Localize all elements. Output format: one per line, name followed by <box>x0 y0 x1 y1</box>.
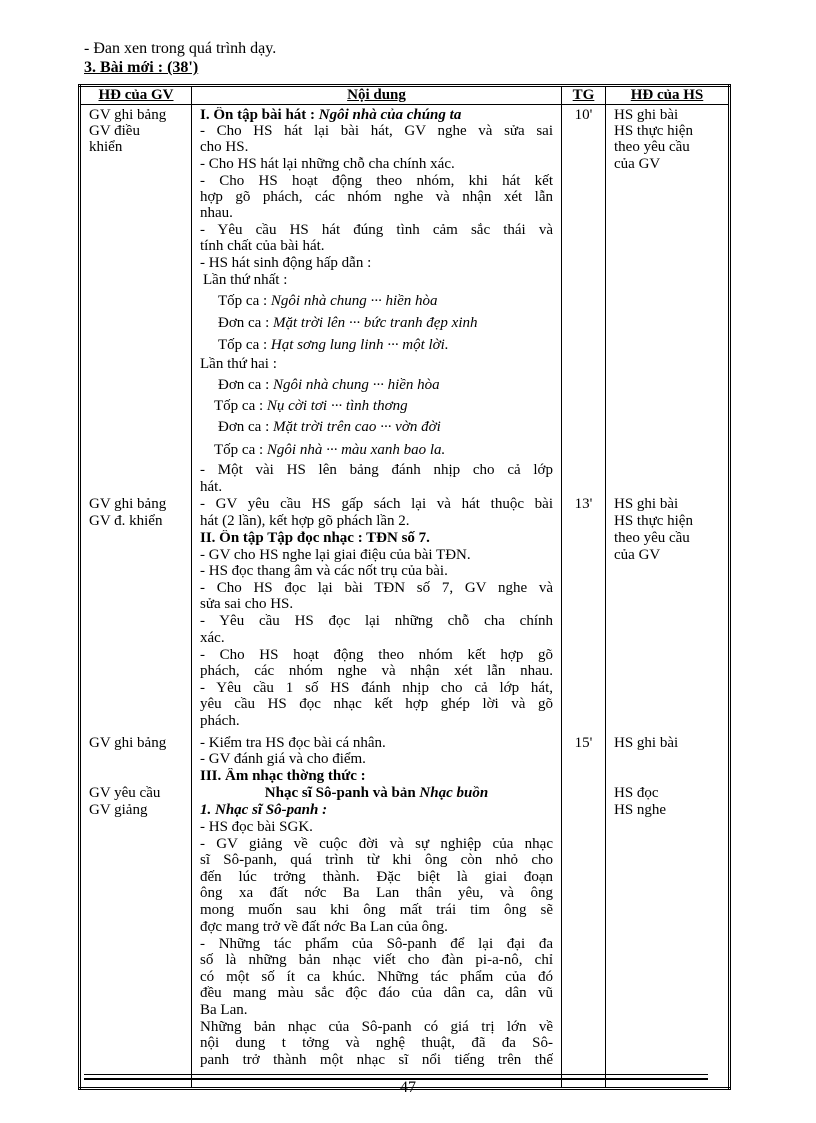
content-line: mong muốn sau khi ông mất trái tim ông sẽ <box>200 902 553 918</box>
content-line: sĩ Sô-panh, quá trình từ khi ông còn nhỏ cho <box>200 852 553 868</box>
header-content: Nội dung <box>192 86 562 105</box>
gv-text: GV điều <box>89 123 140 139</box>
gv-text: GV đ. khiển <box>89 513 163 529</box>
gv-text: GV ghi bảng <box>89 107 167 123</box>
header-gv: HĐ của GV <box>80 86 192 105</box>
time-value: 15' <box>574 735 593 751</box>
content-line: ông xa đất nớc Ba Lan thân yêu, và ông <box>200 885 553 901</box>
song-part: Tốp ca : Hạt sơng lung linh ··· một lời. <box>218 337 449 353</box>
song-part: Tốp ca : Ngôi nhà chung ··· hiền hòa <box>218 293 438 309</box>
hs-text: HS thực hiện <box>614 123 693 139</box>
hs-text: HS ghi bài <box>614 735 679 751</box>
gv-text: GV yêu cầu <box>89 785 161 801</box>
hs-text: HS thực hiện <box>614 513 693 529</box>
hs-text: của GV <box>614 547 661 563</box>
song-part: Đơn ca : Mặt trời trên cao ··· vờn đời <box>218 419 441 435</box>
content-line: hát (2 lần), kết hợp gõ phách lần 2. <box>200 513 410 529</box>
hs-text: theo yêu cầu <box>614 530 690 546</box>
page-number: 47 <box>400 1079 416 1096</box>
content-line: yêu cầu HS đọc nhạc kết hợp ghép lời và gõ <box>200 696 553 712</box>
content-line: - Cho HS hát lại những chỗ cha chính xác. <box>200 156 455 172</box>
content-line: đợc mang trở về đất nớc Ba Lan của ông. <box>200 919 448 935</box>
content-line: - Yêu cầu HS hát đúng tình cảm sắc thái và <box>200 222 553 238</box>
song-part: Đơn ca : Mặt trời lên ··· bức tranh đẹp xinh <box>218 315 478 331</box>
content-line: - Cho HS đọc lại bài TĐN số 7, GV nghe và <box>200 580 553 596</box>
song-part: Tốp ca : Nụ cời tơi ··· tình thơng <box>214 398 408 414</box>
content-line: - Yêu cầu HS đọc lại những chỗ cha chính <box>200 613 553 629</box>
content-line: - HS đọc thang âm và các nốt trụ của bài. <box>200 563 448 579</box>
content-line: - Những tác phẩm của Sô-panh để lại đại đa <box>200 936 553 952</box>
heading-sight-reading: II. Ôn tập Tập đọc nhạc : TĐN số 7. <box>200 530 430 546</box>
content-line: Lần thứ hai : <box>200 356 277 372</box>
content-line: Những bản nhạc của Sô-panh có giá trị lớn về <box>200 1019 553 1035</box>
content-line: hợp gõ phách, các nhóm nghe và nhận xét lẫn <box>200 189 553 205</box>
heading-chopin: Nhạc sĩ Sô-panh và bản Nhạc buồn <box>264 785 489 801</box>
gv-text: khiển <box>89 139 123 155</box>
time-value: 13' <box>574 496 593 512</box>
content-line: - GV yêu cầu HS gấp sách lại và hát thuộc bài <box>200 496 553 512</box>
header-hs: HĐ của HS <box>606 86 730 105</box>
tg-column <box>562 105 606 1089</box>
content-line: xác. <box>200 630 225 646</box>
content-line: đến lúc trởng thành. Đặc biệt là giai đoạn <box>200 869 553 885</box>
hs-text: theo yêu cầu <box>614 139 690 155</box>
header-tg: TG <box>562 86 606 105</box>
content-line: - HS đọc bài SGK. <box>200 819 313 835</box>
content-line: phách. <box>200 713 240 729</box>
lesson-table <box>78 84 731 1090</box>
content-line: - Cho HS hát lại bài hát, GV nghe và sửa sai <box>200 123 553 139</box>
content-line: hát. <box>200 479 223 495</box>
song-part: Đơn ca : Ngôi nhà chung ··· hiền hòa <box>218 377 440 393</box>
content-line: - GV cho HS nghe lại giai điệu của bài TĐN. <box>200 547 471 563</box>
hs-text: của GV <box>614 156 661 172</box>
content-line: đều mang màu sắc độc đáo của dân ca, dân vũ <box>200 985 553 1001</box>
time-value: 10' <box>574 107 593 123</box>
table-body-row <box>80 105 730 1089</box>
content-line: - GV đánh giá và cho điểm. <box>200 751 366 767</box>
footer-rule <box>84 1074 708 1075</box>
content-line: sửa sai cho HS. <box>200 596 294 612</box>
content-line: - HS hát sinh động hấp dẫn : <box>200 255 372 271</box>
content-line: phách, các nhóm nghe và nhận xét lẫn nhau. <box>200 663 553 679</box>
hs-text: HS nghe <box>614 802 667 818</box>
heading-music-appreciation: III. Âm nhạc thờng thức : <box>200 768 366 784</box>
content-line: số là những bản nhạc viết cho đàn pi-a-nô, chỉ <box>200 952 553 968</box>
gv-column <box>80 105 192 1089</box>
table-header-row <box>80 86 730 105</box>
content-line: Lần thứ nhất : <box>203 272 288 288</box>
gv-text: GV ghi bảng <box>89 496 167 512</box>
section-heading: 3. Bài mới : (38') <box>84 59 199 76</box>
hs-column <box>606 105 730 1089</box>
intro-line: - Đan xen trong quá trình dạy. <box>84 40 277 57</box>
content-line: Ba Lan. <box>200 1002 248 1018</box>
heading-review-song: I. Ôn tập bài hát : Ngôi nhà của chúng ta <box>200 107 462 123</box>
content-line: cho HS. <box>200 139 249 155</box>
content-line: - Yêu cầu 1 số HS đánh nhịp cho cả lớp hát, <box>200 680 553 696</box>
gv-text: GV ghi bảng <box>89 735 167 751</box>
content-line: - Cho HS hoạt động theo nhóm kết hợp gõ <box>200 647 553 663</box>
song-part: Tốp ca : Ngôi nhà ··· màu xanh bao la. <box>214 442 446 458</box>
content-line: nhau. <box>200 205 233 221</box>
content-line: có một số ít ca khúc. Những tác phẩm của đó <box>200 969 553 985</box>
content-line: nội dung t tởng và nghệ thuật, đã đa Sô- <box>200 1035 553 1051</box>
content-line: panh trở thành một nhạc sĩ nổi tiếng trên thế <box>200 1052 553 1068</box>
content-column <box>192 105 562 1089</box>
gv-text: GV giảng <box>89 802 148 818</box>
hs-text: HS ghi bài <box>614 107 679 123</box>
content-line: - GV giảng về cuộc đời và sự nghiệp của nhạc <box>200 836 553 852</box>
heading-chopin-bio: 1. Nhạc sĩ Sô-panh : <box>200 802 328 818</box>
content-line: tính chất của bài hát. <box>200 238 325 254</box>
content-line: - Một vài HS lên bảng đánh nhịp cho cả lớp <box>200 462 553 478</box>
hs-text: HS ghi bài <box>614 496 679 512</box>
hs-text: HS đọc <box>614 785 659 801</box>
content-line: - Kiểm tra HS đọc bài cá nhân. <box>200 735 386 751</box>
content-line: - Cho HS hoạt động theo nhóm, khi hát kết <box>200 173 553 189</box>
